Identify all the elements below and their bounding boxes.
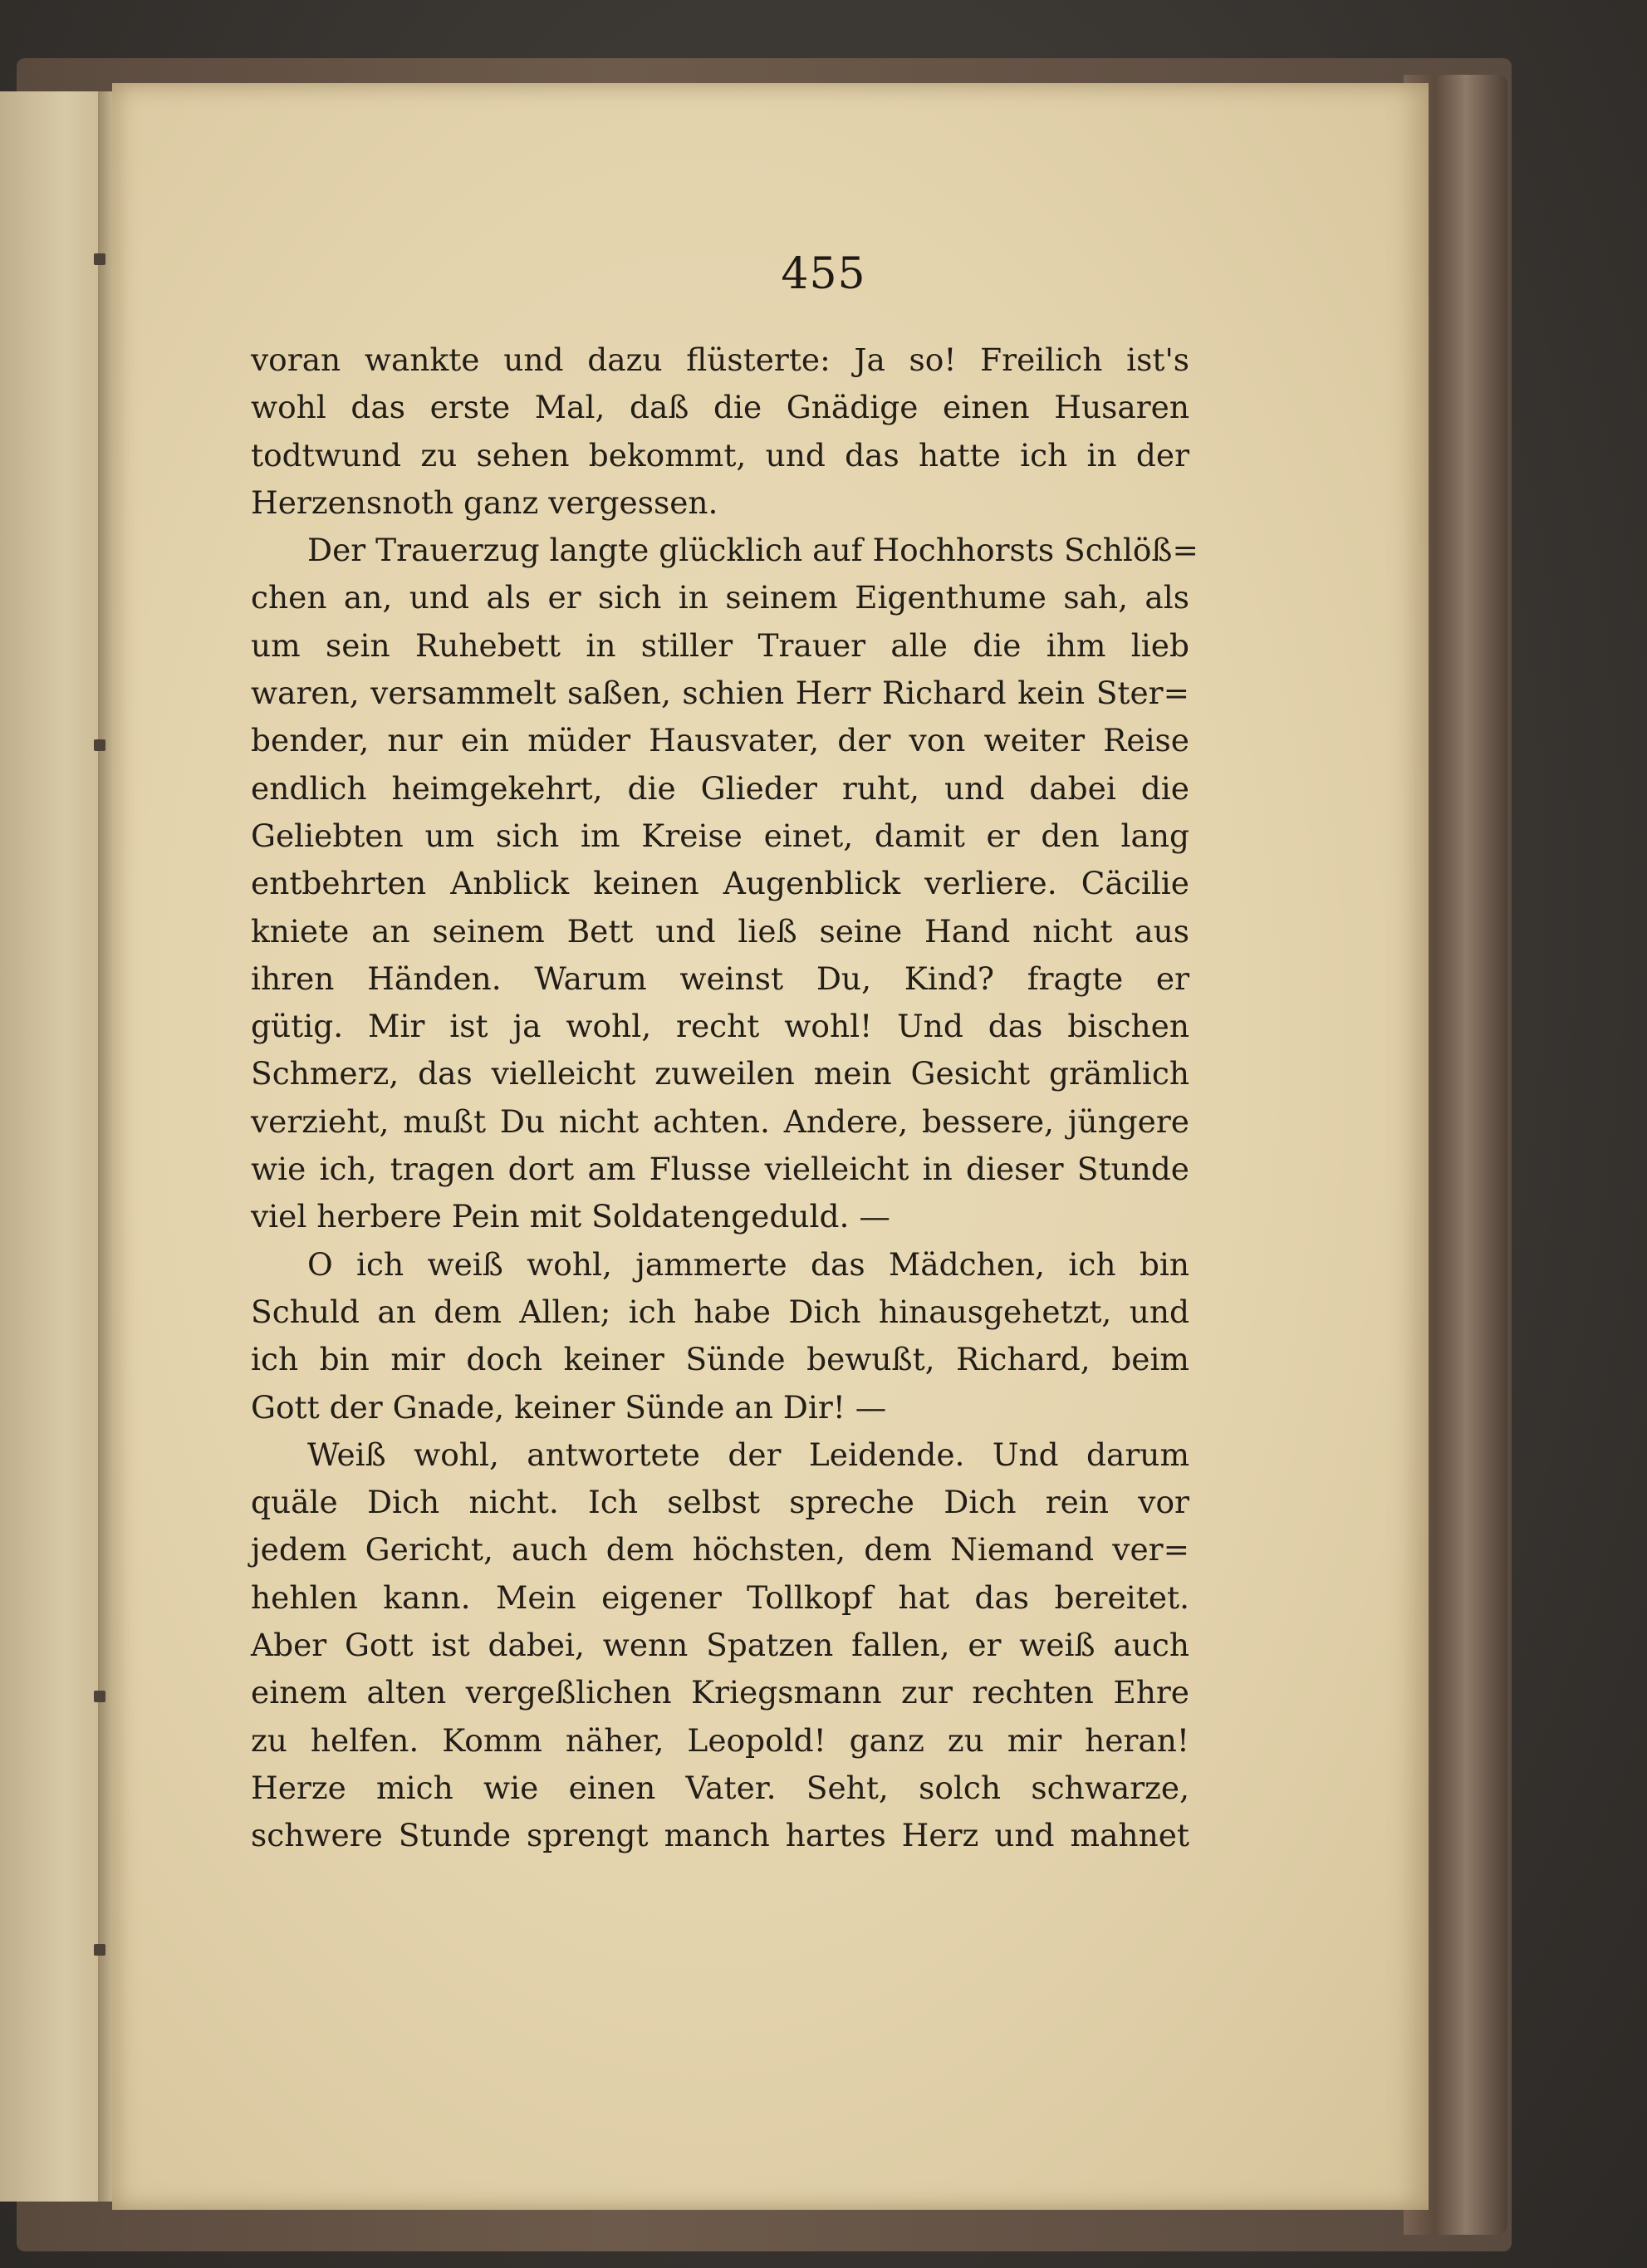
text-line: waren, versammelt saßen, schien Herr Richard kein Ster= bbox=[251, 675, 1189, 712]
text-line: verzieht, mußt Du nicht achten. Andere, bessere, jüngere bbox=[251, 1102, 1189, 1140]
text-line: bender, nur ein müder Hausvater, der von weiter Reise bbox=[251, 722, 1189, 759]
binding-stitch bbox=[94, 1691, 105, 1702]
text-line: Herze mich wie einen Vater. Seht, solch schwarze, bbox=[251, 1769, 1189, 1806]
text-line: wohl das erste Mal, daß die Gnädige einen Husaren bbox=[251, 389, 1189, 426]
text-line: wie ich, tragen dort am Flusse vielleicht in dieser Stunde bbox=[251, 1151, 1189, 1188]
body-text bbox=[251, 336, 1198, 1860]
text-line: endlich heimgekehrt, die Glieder ruht, und dabei die bbox=[251, 769, 1189, 807]
text-line: todtwund zu sehen bekommt, und das hatte ich in der bbox=[251, 436, 1189, 474]
page-number: 455 bbox=[781, 249, 866, 299]
previous-page-edge bbox=[0, 91, 108, 2202]
text-line: Schuld an dem Allen; ich habe Dich hinausgehetzt, und bbox=[251, 1293, 1189, 1330]
text-line: hehlen kann. Mein eigener Tollkopf hat das bereitet. bbox=[251, 1578, 1189, 1616]
text-line: Herzensnoth ganz vergessen. bbox=[251, 484, 718, 521]
text-line: Gott der Gnade, keiner Sünde an Dir! — bbox=[251, 1388, 887, 1426]
text-line: jedem Gericht, auch dem höchsten, dem Niemand ver= bbox=[251, 1531, 1189, 1568]
text-line: O ich weiß wohl, jammerte das Mädchen, ich bin bbox=[307, 1245, 1189, 1283]
text-line: Aber Gott ist dabei, wenn Spatzen fallen, er weiß auch bbox=[251, 1627, 1189, 1664]
text-line: gütig. Mir ist ja wohl, recht wohl! Und das bischen bbox=[251, 1008, 1189, 1045]
text-line: Schmerz, das vielleicht zuweilen mein Gesicht grämlich bbox=[251, 1055, 1189, 1092]
text-line: einem alten vergeßlichen Kriegsmann zur rechten Ehre bbox=[251, 1674, 1189, 1711]
text-line: chen an, und als er sich in seinem Eigenthume sah, als bbox=[251, 579, 1189, 616]
text-line: entbehrten Anblick keinen Augenblick verliere. Cäcilie bbox=[251, 865, 1189, 902]
text-line: Der Trauerzug langte glücklich auf Hochhorsts Schlöß= bbox=[307, 532, 1198, 569]
text-line: Geliebten um sich im Kreise einet, damit er den lang bbox=[251, 817, 1189, 854]
text-line: voran wankte und dazu flüsterte: Ja so! Freilich ist's bbox=[251, 341, 1189, 378]
binding-stitch bbox=[94, 1944, 105, 1956]
text-line: ihren Händen. Warum weinst Du, Kind? fragte er bbox=[251, 960, 1189, 997]
text-line: viel herbere Pein mit Soldatengeduld. — bbox=[251, 1198, 890, 1235]
text-line: schwere Stunde sprengt manch hartes Herz und mahnet bbox=[251, 1817, 1189, 1854]
text-line: ich bin mir doch keiner Sünde bewußt, Richard, beim bbox=[251, 1341, 1189, 1378]
text-line: um sein Ruhebett in stiller Trauer alle die ihm lieb bbox=[251, 626, 1189, 664]
text-line: quäle Dich nicht. Ich selbst spreche Dich rein vor bbox=[251, 1484, 1189, 1521]
text-line: kniete an seinem Bett und ließ seine Hand nicht aus bbox=[251, 912, 1189, 950]
binding-stitch bbox=[94, 739, 105, 751]
text-line: zu helfen. Komm näher, Leopold! ganz zu mir heran! bbox=[251, 1721, 1189, 1759]
text-line: Weiß wohl, antwortete der Leidende. Und darum bbox=[307, 1436, 1189, 1473]
